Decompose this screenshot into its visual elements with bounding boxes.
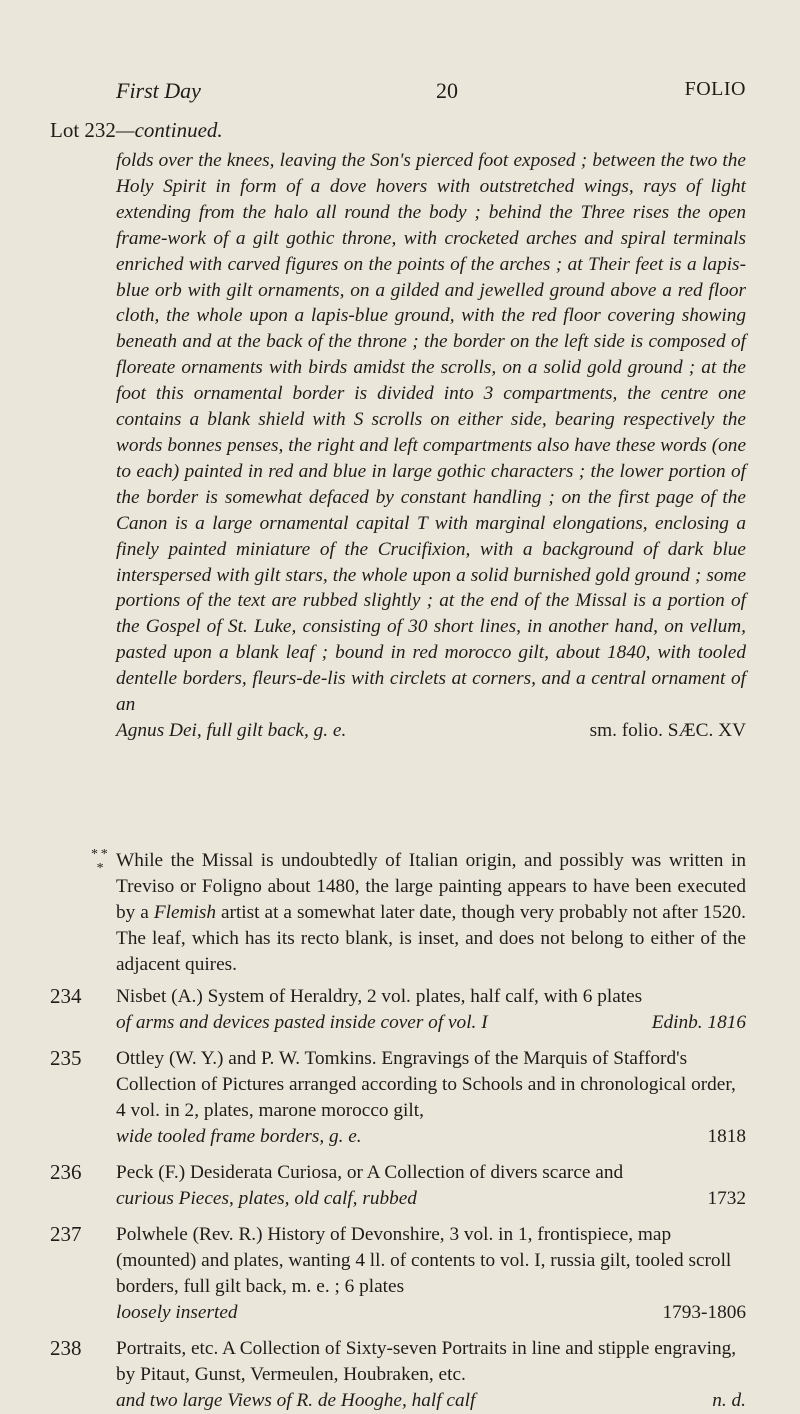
lot-last-left: curious Pieces, plates, old calf, rubbed <box>116 1187 417 1209</box>
lot-description-tail <box>116 718 746 744</box>
lot-number: 238 <box>50 1336 82 1360</box>
lot-last-line <box>116 1388 746 1414</box>
lot-description <box>116 148 746 744</box>
note-emphasis: Flemish <box>153 901 216 923</box>
lot-text: Portraits, etc. A Collection of Sixty-seven Portraits in line and stipple engraving, by Pitaut, Gunst, Vermeulen, Houbraken, etc. <box>116 1338 737 1385</box>
binding-detail: Agnus Dei, full gilt back, g. e. <box>116 719 347 741</box>
lot-last-line <box>116 1300 746 1326</box>
lot-last-line <box>116 1124 746 1150</box>
lot-imprint: Edinb. 1816 <box>651 1011 746 1033</box>
lot-continued: —continued. <box>115 118 223 142</box>
lot-label: Lot 232 <box>50 118 116 142</box>
lot-date: n. d. <box>712 1389 746 1411</box>
lot-description-text: folds over the knees, leaving the Son's pierced foot exposed ; between the two the Holy Spirit in form of a dove hovers with outstretched wings, rays of light extending from the halo all round the body ; behind the Three rises the open frame-work of a gilt gothic throne, with crocketed arches and spiral terminals enriched with carved figures on the points of the arches ; at Their feet is a lapis-blue orb with gilt ornaments, on a gilded and jewelled ground above a red floor cloth, the whole upon a lapis-blue ground, with the red floor covering showing beneath and at the back of the throne ; the border on the left side is composed of floreate ornaments with birds amidst the scrolls, on a solid gold ground ; at the foot this ornamental border is divided into 3 compartments, the centre one contains a blank shield with S scrolls on either side, bearing respectively the words bonnes penses, the right and left compartments also have these words (one to each) painted in red and blue in large gothic characters ; the lower portion of the border is somewhat defaced by constant handling ; on the first page of the Canon is a large ornamental capital T with marginal elongations, enclosing a finely painted miniature of the Crucifixion, with a background of dark blue interspersed with gilt stars, the whole upon a solid burnished gold ground ; some portions of the text are rubbed slightly ; at the end of the Missal is a portion of the Gospel of St. Luke, consisting of 30 short lines, in another hand, on vellum, pasted upon a blank leaf ; bound in red morocco gilt, about 1840, with tooled dentelle borders, fleurs-de-lis with circlets at corners, and a central ornament of an <box>116 150 746 716</box>
lot-date: 1818 <box>707 1125 746 1147</box>
lot-body <box>116 1336 746 1414</box>
lot-number: 237 <box>50 1222 82 1246</box>
header-day-label: First Day <box>116 78 201 103</box>
header-format-label: FOLIO <box>684 78 746 100</box>
lot-body <box>116 1160 746 1212</box>
lot-date: 1732 <box>707 1187 746 1209</box>
lot-last-left: and two large Views of R. de Hooghe, half calf <box>116 1389 476 1411</box>
lot-date: 1793-1806 <box>662 1301 746 1323</box>
lot-number: 234 <box>50 984 82 1008</box>
lot-heading <box>50 118 223 143</box>
lot-last-line <box>116 1010 746 1036</box>
lot-text: Nisbet (A.) System of Heraldry, 2 vol. plates, half calf, with 6 plates <box>116 986 643 1007</box>
lot-body <box>116 1222 746 1326</box>
page-number: 20 <box>436 78 458 103</box>
lot-last-left: loosely inserted <box>116 1301 238 1323</box>
lot-body <box>116 1046 746 1150</box>
lot-last-left: wide tooled frame borders, g. e. <box>116 1125 362 1147</box>
lot-last-left: of arms and devices pasted inside cover of vol. I <box>116 1011 488 1033</box>
lot-text: Peck (F.) Desiderata Curiosa, or A Collection of divers scarce and <box>116 1162 624 1183</box>
note-text-before: While the Missal is undoubtedly of Italian origin, and possibly was written in Treviso or Foligno about 1480, the large painting appears to have been executed by a <box>116 850 746 923</box>
lot-text: Ottley (W. Y.) and P. W. Tomkins. Engravings of the Marquis of Stafford's Collection of Pictures arranged according to Schools and in chronological order, 4 vol. in 2, plates, marone morocco gilt, <box>116 1048 736 1121</box>
lot-number: 235 <box>50 1046 82 1070</box>
lot-body <box>116 984 746 1036</box>
lot-note <box>91 847 746 978</box>
note-text-after: artist at a somewhat later date, though very probably not after 1520. The leaf, which has its recto blank, is inset, and does not belong to either of the adjacent quires. <box>116 901 746 975</box>
lot-number: 236 <box>50 1160 82 1184</box>
asterism: * * * <box>91 847 108 876</box>
format-and-century: sm. folio. SÆC. XV <box>589 719 746 741</box>
page-header <box>116 78 746 108</box>
lot-text: Polwhele (Rev. R.) History of Devonshire, 3 vol. in 1, frontispiece, map (mounted) and plates, wanting 4 ll. of contents to vol. I, russia gilt, tooled scroll borders, full gilt back, m. e. ; 6 plates <box>116 1224 732 1297</box>
lot-last-line <box>116 1186 746 1212</box>
